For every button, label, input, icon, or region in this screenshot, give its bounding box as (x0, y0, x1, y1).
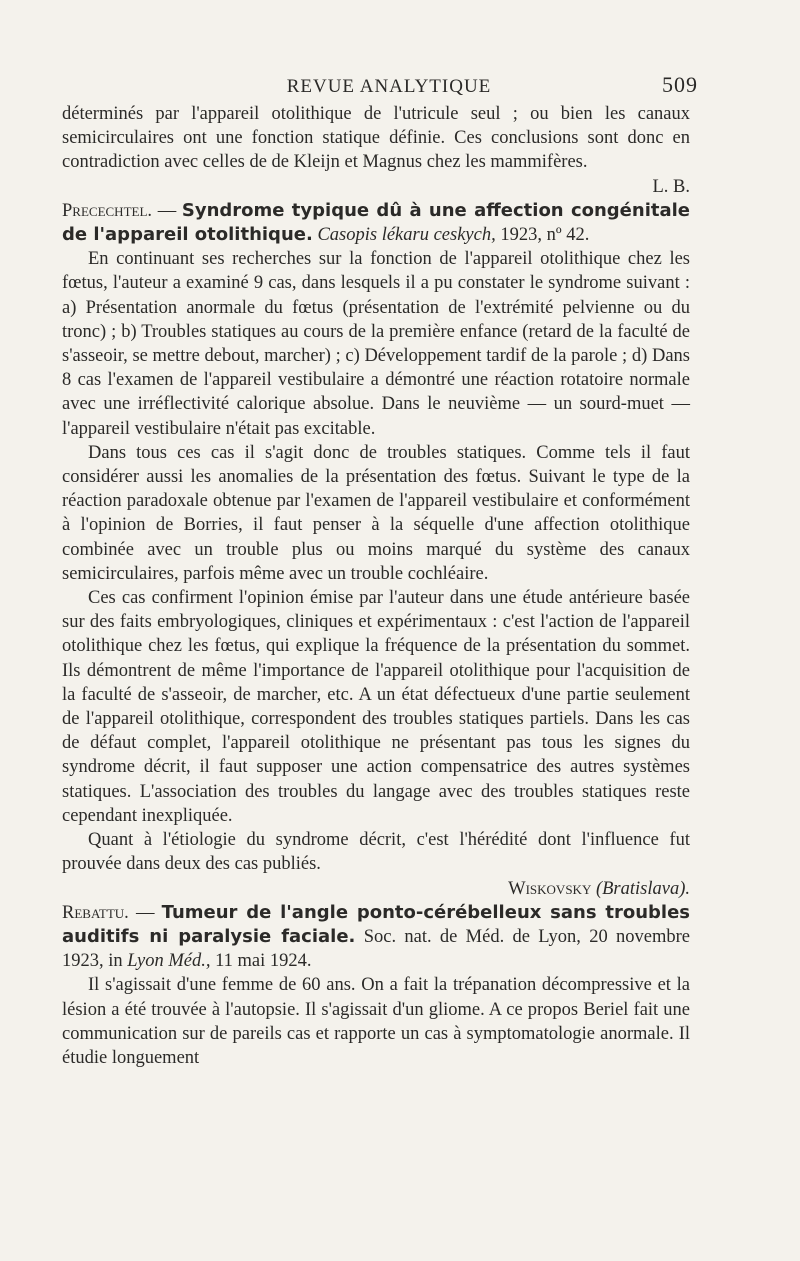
entry1-dash: — (152, 200, 182, 221)
entry1-header (62, 199, 690, 247)
entry1-signature (62, 877, 690, 901)
running-head-title: REVUE ANALYTIQUE (286, 76, 492, 97)
entry1-paragraph-1: En continuant ses recherches sur la fonction de l'appareil otolithique chez les fœtus, l'auteur a examiné 9 cas, dans lesquels il a pu constater le syndrome suivant : a) Présentation anormale du fœtus (présentation de l'extrémité pelvienne ou du tronc) ; b) Troubles statiques au cours de la première enfance (retard de la faculté de s'asseoir, se mettre debout, marcher) ; c) Développement tardif de la parole ; d) Dans 8 cas l'examen de l'appareil vestibulaire a démontré une réaction rotatoire normale avec une irréflectivité calorique absolue. Dans le neuvième — un sourd-muet — l'appareil vestibulaire n'était pas excitable. (62, 249, 690, 439)
entry2-author: Rebattu. (62, 902, 129, 923)
entry1-paragraph-4: Quant à l'étiologie du syndrome décrit, c'est l'hérédité dont l'influence fut prouvée dans deux des cas publiés. (62, 830, 690, 875)
entry1-paragraph-3: Ces cas confirment l'opinion émise par l'auteur dans une étude antérieure basée sur des faits embryologiques, cliniques et expérimentaux : c'est l'action de l'appareil otolithique chez les fœtus, qui explique la fréquence de la présentation du sommet. Ils démontrent de même l'importance de l'appareil otolithique pour l'acquisition de la faculté de s'asseoir, de marcher, etc. A un état défectueux d'une partie seulement de l'appareil otolithique, correspondent des troubles statiques partiels. Dans les cas de défaut complet, l'appareil otolithique ne présentant pas tous les signes du syndrome décrit, il faut supposer une action compensatrice des autres systèmes statiques. L'association des troubles du langage avec des troubles statiques reste cependant inexpliquée. (62, 588, 690, 826)
prev-entry-signature: L. B. (652, 176, 690, 197)
page-number: 509 (662, 72, 698, 97)
entry2-journal: Lyon Méd., (127, 951, 211, 972)
entry2-dash: — (128, 902, 162, 923)
entry2-citation: Soc. nat. de Méd. de Lyon, 20 novembre 1923, in (62, 926, 690, 972)
entry1-signature-name: Wiskovsky (508, 878, 592, 899)
entry2-paragraph: Il s'agissait d'une femme de 60 ans. On a fait la trépanation décompressive et la lésion a été trouvée à l'autopsie. Il s'agissait d'un gliome. A ce propos Beriel fait une communication sur de pareils cas et rapporte un cas à symptomatologie anormale. Il étudie longuement (62, 975, 690, 1068)
prev-entry-text: déterminés par l'appareil otolithique de l'utricule seul ; ou bien les canaux semicirculaires ont une fonction statique définie. Ces conclusions sont donc en contradiction avec celles de de Kleijn et Magnus chez les mammifères. (62, 104, 690, 173)
entry1-citation: 1923, nº 42. (495, 225, 590, 246)
entry1-title: Syndrome typique dû à une affection congénitale de l'appareil otolithique. (62, 199, 690, 246)
running-head (88, 72, 698, 102)
body-text (62, 102, 690, 1070)
entry2-citation2: 11 mai 1924. (210, 951, 312, 972)
entry2-title: Tumeur de l'angle ponto-cérébelleux sans troubles auditifs ni paralysie faciale. (62, 901, 691, 947)
entry1-journal: Casopis lékaru ceskych, (317, 225, 496, 246)
entry1-signature-place: (Bratislava). (595, 878, 690, 899)
entry2-header (62, 901, 690, 974)
entry1-paragraph-2: Dans tous ces cas il s'agit donc de troubles statiques. Comme tels il faut considérer aussi les anomalies de la présentation des fœtus. Suivant le type de la réaction paradoxale obtenue par l'examen de l'appareil vestibulaire et conformément à l'opinion de Borries, il faut penser à la séquelle d'une affection otolithique combinée avec un trouble plus ou moins marqué du système des canaux semicirculaires, parfois même avec un trouble cochléaire. (62, 442, 690, 584)
entry1-author: Precechtel. (62, 200, 153, 221)
